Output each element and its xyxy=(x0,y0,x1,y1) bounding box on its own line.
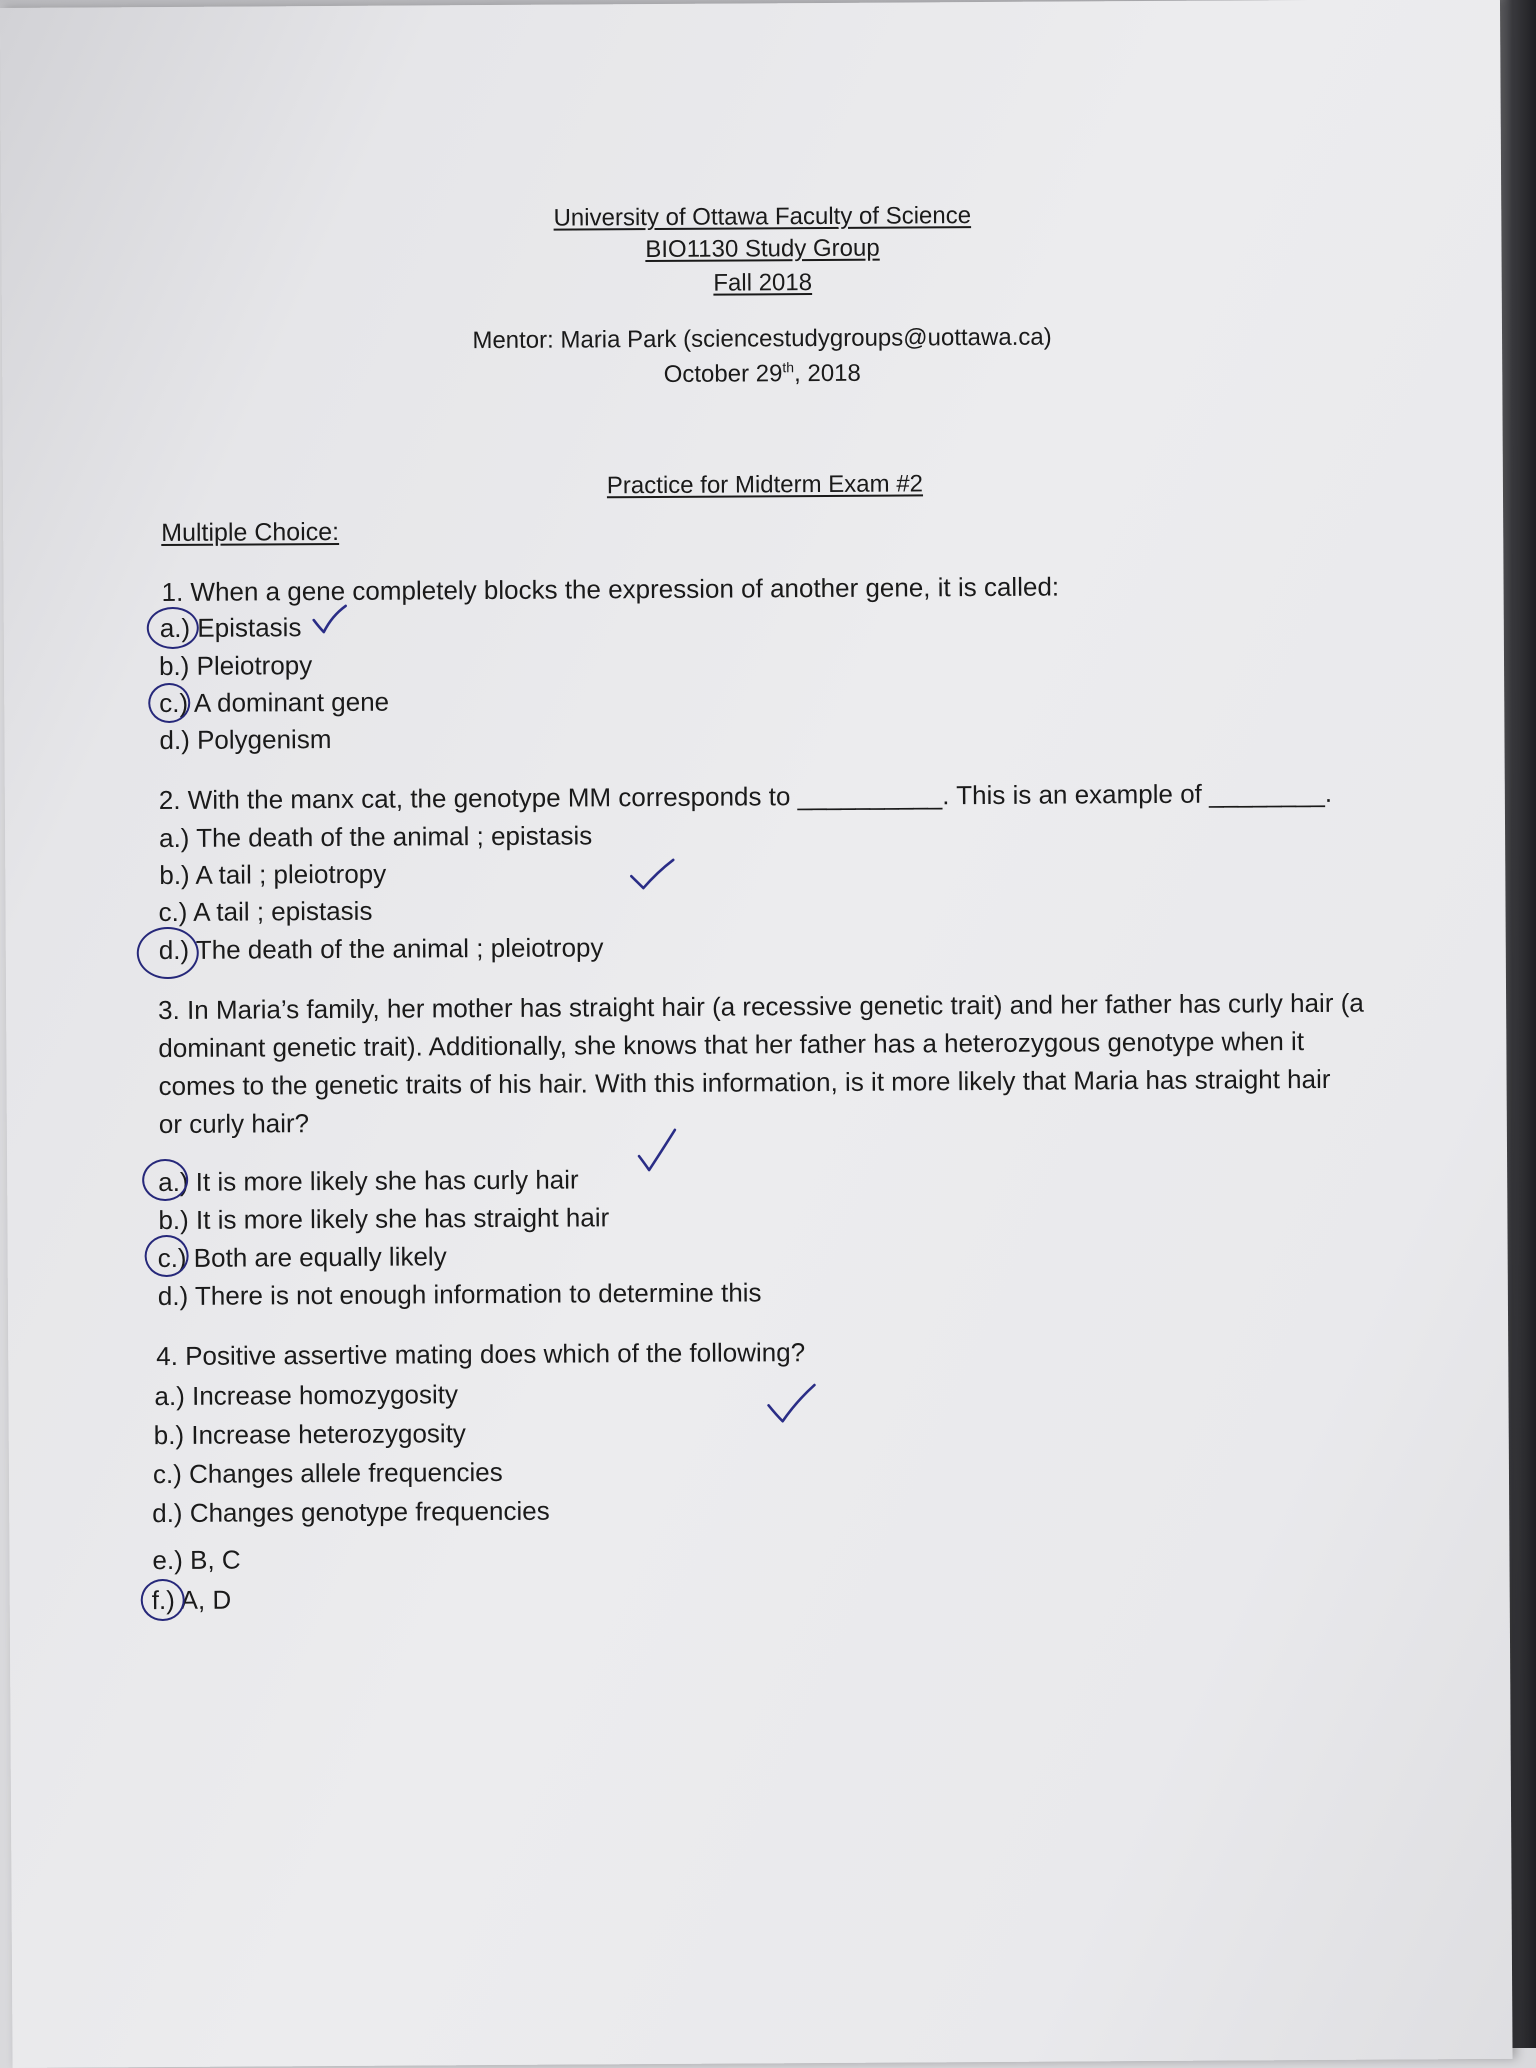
q4-option-a: a.) Increase homozygosity xyxy=(154,1379,459,1412)
q4-option-b: b.) Increase heterozygosity xyxy=(153,1418,466,1451)
date-main: October 29 xyxy=(663,360,783,388)
q1-option-c: c.) A dominant gene xyxy=(159,686,390,719)
ink-circle-q4-f xyxy=(141,1579,185,1621)
q1-option-b: b.) Pleiotropy xyxy=(158,650,313,682)
date-suffix: th xyxy=(782,359,795,376)
q2-stem-part2: . This is an example of xyxy=(942,778,1202,811)
question-3-line-3: comes to the genetic traits of his hair. With this information, is it more likely that Maria has straight hair xyxy=(158,1063,1331,1102)
question-3-line-1: 3. In Maria’s family, her mother has straight hair (a recessive genetic trait) and her father has curly hair (a xyxy=(158,987,1364,1026)
q1-option-d: d.) Polygenism xyxy=(159,723,332,756)
ink-circle-q1-a xyxy=(147,607,199,649)
question-1-stem: 1. When a gene completely blocks the expression of another gene, it is called: xyxy=(161,571,1060,608)
q2-option-a: a.) The death of the animal ; epistasis xyxy=(158,820,593,854)
check-mark-icon xyxy=(764,1381,818,1427)
q4-option-f: f.) A, D xyxy=(151,1584,232,1616)
question-2-stem xyxy=(159,778,1332,816)
question-4-stem: 4. Positive assertive mating does which of the following? xyxy=(156,1337,806,1372)
q2-option-d: d.) The death of the animal ; pleiotropy xyxy=(158,932,604,966)
q4-option-c: c.) Changes allele frequencies xyxy=(152,1456,503,1490)
header-term: Fall 2018 xyxy=(713,269,813,297)
q3-option-d: d.) There is not enough information to determine this xyxy=(157,1277,762,1312)
page-title: Practice for Midterm Exam #2 xyxy=(606,470,924,500)
q1-option-a: a.) Epistasis xyxy=(159,612,302,644)
q2-option-c: c.) A tail ; epistasis xyxy=(158,895,373,928)
ink-circle-q1-c xyxy=(148,683,190,723)
header-university: University of Ottawa Faculty of Science xyxy=(553,202,972,232)
header-mentor: Mentor: Maria Park (sciencestudygroups@uottawa.ca) xyxy=(472,323,1052,355)
header-course: BIO1130 Study Group xyxy=(645,234,880,264)
check-mark-icon xyxy=(627,856,677,892)
q2-stem-part1: 2. With the manx cat, the genotype MM corresponds to xyxy=(158,781,791,816)
q3-option-b: b.) It is more likely she has straight hair xyxy=(158,1202,610,1236)
section-heading: Multiple Choice: xyxy=(161,517,340,548)
header-date xyxy=(664,359,861,389)
question-3-line-2: dominant genetic trait). Additionally, she knows that her father has a heterozygous genotype when it xyxy=(158,1026,1305,1064)
q2-blank-2: ________. xyxy=(1208,777,1333,809)
q4-option-e: e.) B, C xyxy=(152,1544,241,1576)
q2-option-b: b.) A tail ; pleiotropy xyxy=(159,858,387,891)
ink-circle-q3-a xyxy=(142,1159,188,1201)
check-mark-icon xyxy=(310,602,350,636)
q3-option-a: a.) It is more likely she has curly hair xyxy=(158,1164,579,1198)
ink-circle-q2-d xyxy=(137,927,199,979)
check-mark-icon xyxy=(635,1126,679,1176)
ink-circle-q3-c xyxy=(144,1235,188,1277)
date-year: , 2018 xyxy=(794,359,861,388)
q4-option-d: d.) Changes genotype frequencies xyxy=(152,1495,550,1529)
q2-blank-1: __________ xyxy=(797,780,943,812)
q3-option-c: c.) Both are equally likely xyxy=(157,1241,447,1274)
question-3-line-4: or curly hair? xyxy=(158,1108,310,1140)
